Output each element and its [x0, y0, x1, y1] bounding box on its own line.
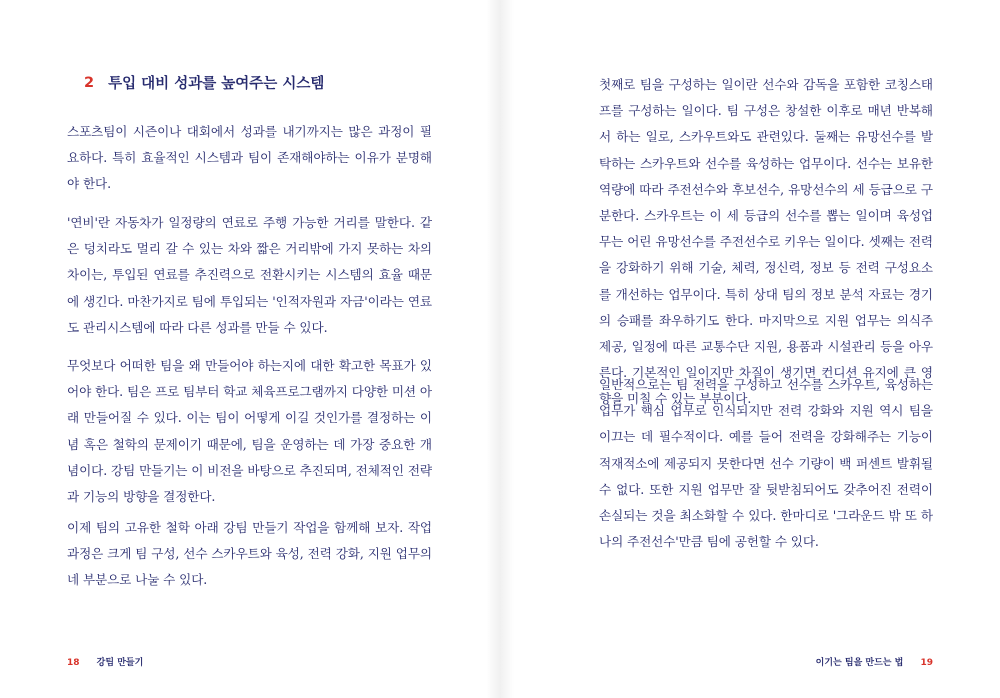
section-heading [84, 72, 324, 93]
gutter-shadow [486, 0, 500, 698]
paragraph: 첫째로 팀을 구성하는 일이란 선수와 감독을 포함한 코칭스태프를 구성하는 일이다. 팀 구성은 창설한 이후로 매년 반복해서 하는 일로, 스카우트와도 관련있다. 둘째는 유망선수를 발탁하는 스카우트와 선수를 육성하는 업무이다. 선수는 보유한 역량에 따라 주전선수와 후보선수, 유망선수의 세 등급으로 구분한다. 스카우트는 이 세 등급의 선수를 뽑는 일이며 육성업무는 어린 유망선수를 주전선수로 키우는 일이다. 셋째는 전력을 강화하기 위해 기술, 체력, 정신력, 정보 등 전력 구성요소를 개선하는 업무이다. 특히 상대 팀의 정보 분석 자료는 경기의 승패를 좌우하기도 한다. 마지막으로 지원 업무는 의식주 제공, 일정에 따른 교통수단 지원, 용품과 시설관리 등을 아우른다. 기본적인 일이지만 차질이 생기면 컨디션 유지에 큰 영향을 미칠 수 있는 부분이다. [599, 77, 933, 407]
right-footer [816, 655, 933, 668]
page-number: 18 [67, 658, 80, 668]
left-footer [67, 655, 143, 668]
paragraph: 무엇보다 어떠한 팀을 왜 만들어야 하는지에 대한 확고한 목표가 있어야 한다. 팀은 프로 팀부터 학교 체육프로그램까지 다양한 미션 아래 만들어질 수 있다. 이는 팀이 어떻게 이길 것인가를 결정하는 이념 혹은 철학의 문제이기 때문에, 팀을 운영하는 데 가장 중요한 개념이다. 강팀 만들기는 이 비전을 바탕으로 추진되며, 전체적인 전략과 기능의 방향을 결정한다. [67, 358, 432, 505]
running-title: 강팀 만들기 [96, 658, 144, 668]
paragraph: 스포츠팀이 시즌이나 대회에서 성과를 내기까지는 많은 과정이 필요하다. 특히 효율적인 시스템과 팀이 존재해야하는 이유가 분명해야 한다. [67, 124, 432, 192]
gutter-shadow [500, 0, 514, 698]
paragraph: '연비'란 자동차가 일정량의 연료로 주행 가능한 거리를 말한다. 같은 덩치라도 멀리 갈 수 있는 차와 짧은 거리밖에 가지 못하는 차의 차이는, 투입된 연료를 추진력으로 전환시키는 시스템의 효율 때문에 생긴다. 마찬가지로 팀에 투입되는 '인적자원과 자금'이라는 연료도 관리시스템에 따라 다른 성과를 만들 수 있다. [67, 215, 432, 335]
running-title: 이기는 팀을 만드는 법 [815, 658, 904, 668]
page-number: 19 [920, 658, 933, 668]
paragraph: 이제 팀의 고유한 철학 아래 강팀 만들기 작업을 함께해 보자. 작업과정은 크게 팀 구성, 선수 스카우트와 육성, 전력 강화, 지원 업무의 네 부분으로 나눌 수 있다. [67, 520, 432, 588]
section-title: 투입 대비 성과를 높여주는 시스템 [108, 76, 325, 92]
section-number: 2 [84, 74, 95, 91]
paragraph: 일반적으로는 팀 전력을 구성하고 선수를 스카우트, 육성하는 업무가 핵심 업무로 인식되지만 전력 강화와 지원 역시 팀을 이끄는 데 필수적이다. 예를 들어 전력을 강화해주는 기능이 적재적소에 제공되지 못한다면 선수 기량이 백 퍼센트 발휘될 수 없다. 또한 지원 업무만 잘 뒷받침되어도 갖추어진 전력이 손실되는 것을 최소화할 수 있다. 한마디로 '그라운드 밖 또 하나의 주전선수'만큼 팀에 공헌할 수 있다. [599, 377, 933, 550]
